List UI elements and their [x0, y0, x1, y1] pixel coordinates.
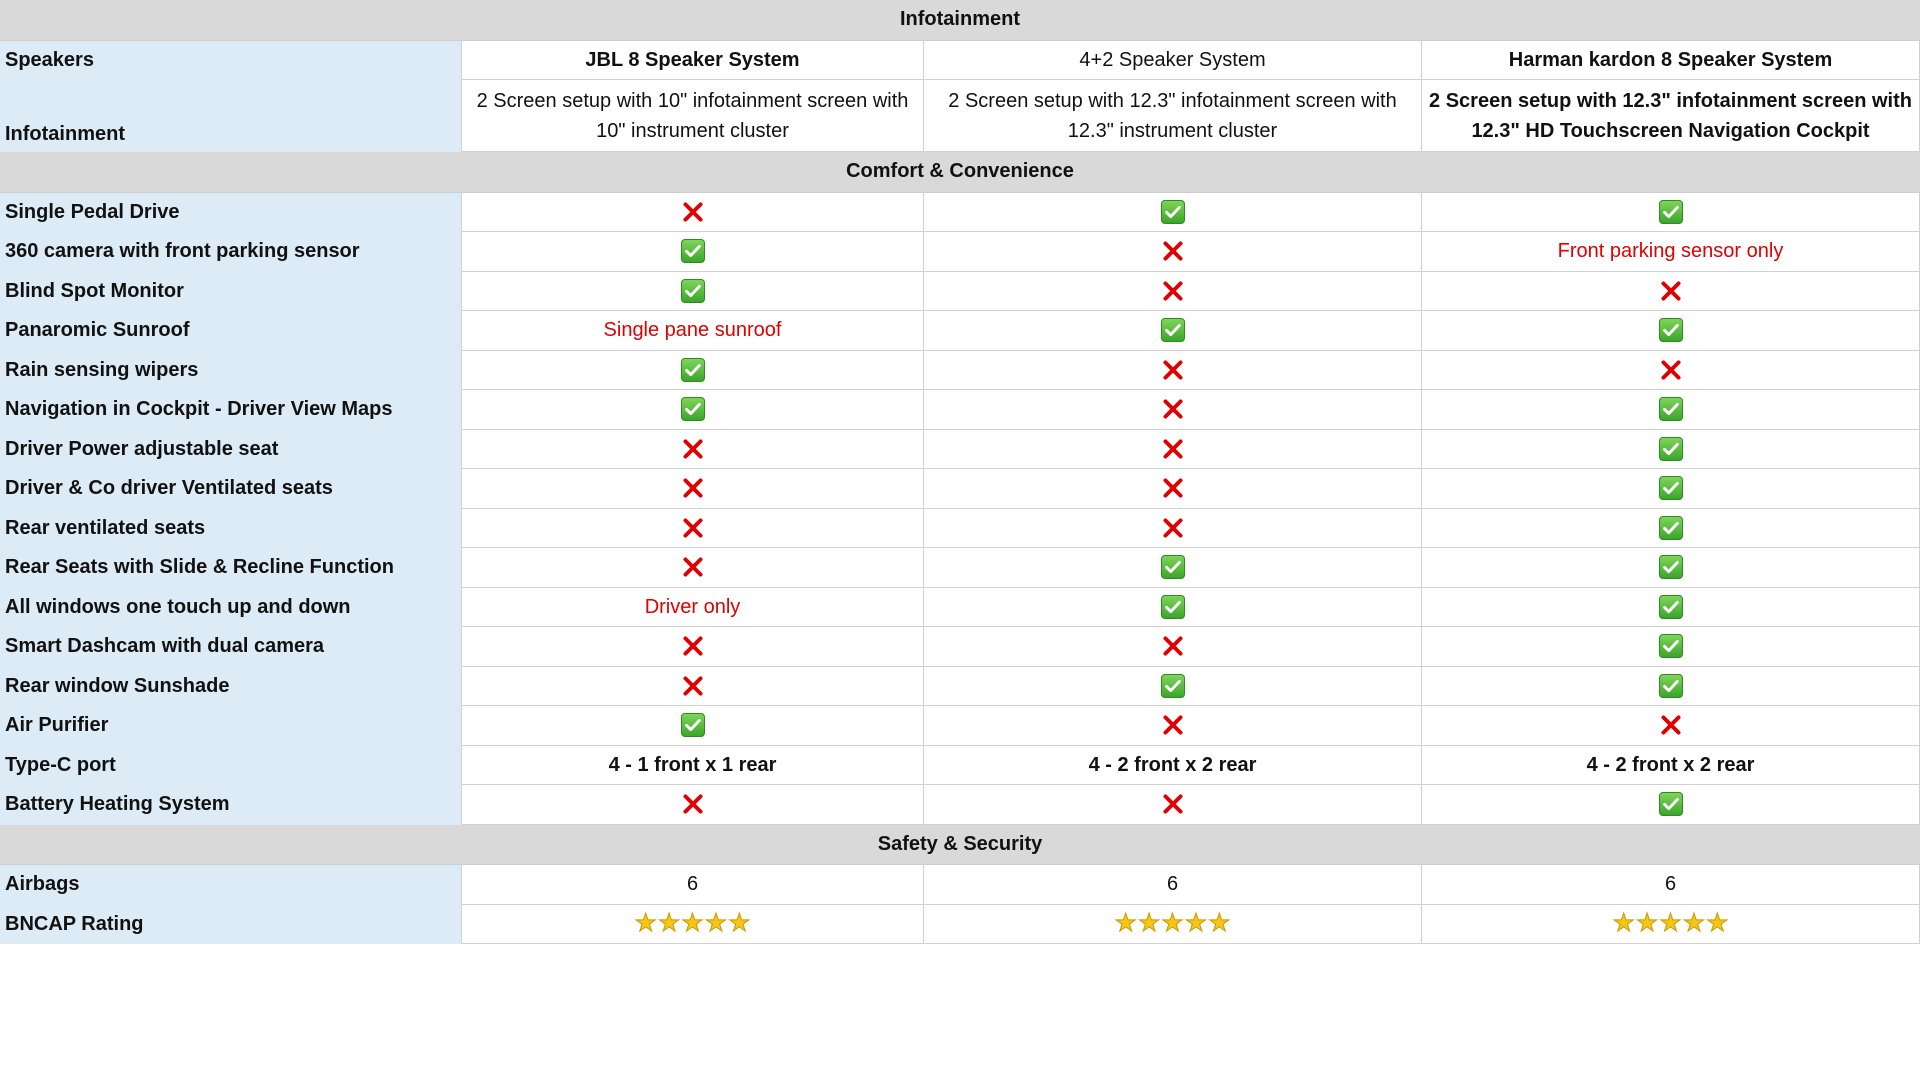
table-row: [0, 193, 1920, 233]
rating-stars: [1612, 911, 1728, 936]
cell-text: 2 Screen setup with 12.3" infotainment screen with 12.3" HD Touchscreen Navigation Cockpit: [1429, 89, 1912, 142]
row-label: Airbags: [0, 865, 462, 905]
check-icon: [1161, 674, 1185, 698]
table-row: [0, 667, 1920, 707]
row-label: Rear Seats with Slide & Recline Function: [0, 548, 462, 588]
cell-text: 6: [1664, 873, 1677, 896]
row-label: Single Pedal Drive: [0, 193, 462, 233]
cross-icon: [680, 673, 706, 699]
row-label: Rear window Sunshade: [0, 667, 462, 707]
table-row: [0, 80, 1920, 152]
star-icon: ★: [1114, 909, 1137, 938]
table-cell: [924, 80, 1422, 152]
table-cell: [1422, 667, 1920, 707]
star-icon: ★: [704, 909, 728, 938]
table-row: [0, 588, 1920, 628]
star-icon: ★: [681, 909, 704, 938]
star-icon: ★: [1682, 909, 1706, 938]
row-label: Speakers: [0, 41, 462, 81]
table-cell: [924, 548, 1422, 588]
table-cell: [462, 390, 924, 430]
star-icon: ★: [1184, 909, 1208, 938]
table-cell: [1422, 272, 1920, 312]
table-cell: [1422, 390, 1920, 430]
table-cell: [462, 232, 924, 272]
table-cell: [924, 509, 1422, 549]
check-icon: [1659, 476, 1683, 500]
table-row: [0, 509, 1920, 549]
table-row: [0, 548, 1920, 588]
cross-icon: [1160, 278, 1186, 304]
table-row: [0, 272, 1920, 312]
table-cell: [924, 706, 1422, 746]
table-row: [0, 311, 1920, 351]
table-cell: [1422, 588, 1920, 628]
check-icon: [1161, 318, 1185, 342]
row-label: 360 camera with front parking sensor: [0, 232, 462, 272]
cell-note: Single pane sunroof: [603, 319, 782, 342]
cell-text: 4 - 1 front x 1 rear: [608, 753, 777, 776]
table-cell: [1422, 627, 1920, 667]
table-cell: [1422, 865, 1920, 905]
table-cell: [924, 232, 1422, 272]
table-cell: [924, 785, 1422, 825]
table-cell: [1422, 469, 1920, 509]
table-cell: [1422, 80, 1920, 152]
cross-icon: [680, 515, 706, 541]
check-icon: [1659, 595, 1683, 619]
cell-text: 4+2 Speaker System: [1079, 48, 1266, 71]
table-row: [0, 905, 1920, 945]
cell-text: 6: [1166, 873, 1179, 896]
cell-text: 2 Screen setup with 12.3" infotainment screen with 12.3" instrument cluster: [948, 89, 1397, 142]
row-label: All windows one touch up and down: [0, 588, 462, 628]
star-icon: ★: [1137, 909, 1161, 938]
row-label: Battery Heating System: [0, 785, 462, 825]
check-icon: [1161, 595, 1185, 619]
check-icon: [681, 358, 705, 382]
table-cell: [1422, 311, 1920, 351]
cross-icon: [1160, 436, 1186, 462]
cross-icon: [680, 475, 706, 501]
star-icon: ★: [1706, 909, 1729, 938]
table-cell: [1422, 746, 1920, 786]
table-cell: [1422, 41, 1920, 81]
star-icon: ★: [634, 909, 657, 938]
row-label: Driver Power adjustable seat: [0, 430, 462, 470]
table-cell: [924, 272, 1422, 312]
check-icon: [1659, 318, 1683, 342]
table-row: [0, 390, 1920, 430]
cell-note: Front parking sensor only: [1557, 240, 1784, 263]
check-icon: [1659, 200, 1683, 224]
table-row: [0, 469, 1920, 509]
table-cell: [1422, 548, 1920, 588]
table-cell: [462, 41, 924, 81]
table-cell: [462, 905, 924, 945]
table-cell: [924, 193, 1422, 233]
cross-icon: [1658, 712, 1684, 738]
check-icon: [1659, 516, 1683, 540]
cell-text: 2 Screen setup with 10" infotainment screen with 10" instrument cluster: [476, 89, 909, 142]
star-icon: ★: [1612, 909, 1635, 938]
cell-text: 4 - 2 front x 2 rear: [1088, 753, 1257, 776]
table-cell: [1422, 785, 1920, 825]
table-cell: [1422, 905, 1920, 945]
table-cell: [1422, 430, 1920, 470]
table-cell: [924, 627, 1422, 667]
check-icon: [681, 713, 705, 737]
cross-icon: [1160, 475, 1186, 501]
row-label: Navigation in Cockpit - Driver View Maps: [0, 390, 462, 430]
cross-icon: [680, 436, 706, 462]
table-cell: [1422, 706, 1920, 746]
check-icon: [1161, 200, 1185, 224]
rating-stars: [1114, 911, 1230, 936]
table-cell: [462, 509, 924, 549]
cross-icon: [1160, 238, 1186, 264]
table-row: [0, 706, 1920, 746]
table-cell: [1422, 193, 1920, 233]
check-icon: [1659, 437, 1683, 461]
star-icon: ★: [657, 909, 681, 938]
cross-icon: [1160, 515, 1186, 541]
table-cell: [924, 41, 1422, 81]
check-icon: [681, 397, 705, 421]
table-cell: [462, 80, 924, 152]
star-icon: ★: [1208, 909, 1231, 938]
star-icon: ★: [728, 909, 751, 938]
table-cell: [1422, 509, 1920, 549]
check-icon: [1659, 674, 1683, 698]
row-label: BNCAP Rating: [0, 905, 462, 945]
table-cell: [924, 311, 1422, 351]
table-cell: [924, 588, 1422, 628]
section-header: Infotainment: [0, 0, 1920, 41]
table-cell: [924, 430, 1422, 470]
table-cell: [462, 430, 924, 470]
table-cell: [924, 390, 1422, 430]
table-cell: [462, 865, 924, 905]
table-row: [0, 430, 1920, 470]
table-cell: [462, 746, 924, 786]
table-row: [0, 627, 1920, 667]
cross-icon: [680, 554, 706, 580]
cross-icon: [1160, 791, 1186, 817]
table-cell: [462, 785, 924, 825]
table-cell: [462, 667, 924, 707]
table-cell: [924, 905, 1422, 945]
table-cell: [462, 311, 924, 351]
table-cell: [462, 351, 924, 391]
table-row: [0, 785, 1920, 825]
cell-text: 6: [686, 873, 699, 896]
table-cell: [1422, 351, 1920, 391]
cross-icon: [680, 791, 706, 817]
table-cell: [462, 548, 924, 588]
cell-text: Harman kardon 8 Speaker System: [1508, 48, 1833, 71]
table-row: [0, 351, 1920, 391]
row-label: Blind Spot Monitor: [0, 272, 462, 312]
table-cell: [462, 588, 924, 628]
cross-icon: [1658, 278, 1684, 304]
star-icon: ★: [1659, 909, 1682, 938]
star-icon: ★: [1161, 909, 1184, 938]
check-icon: [1659, 555, 1683, 579]
cross-icon: [680, 633, 706, 659]
table-cell: [462, 272, 924, 312]
check-icon: [681, 279, 705, 303]
cell-text: JBL 8 Speaker System: [585, 48, 800, 71]
table-row: [0, 232, 1920, 272]
row-label: Type-C port: [0, 746, 462, 786]
table-cell: [462, 627, 924, 667]
section-header: Safety & Security: [0, 825, 1920, 866]
row-label: Panaromic Sunroof: [0, 311, 462, 351]
cross-icon: [680, 199, 706, 225]
table-cell: [462, 193, 924, 233]
check-icon: [1659, 397, 1683, 421]
table-cell: [462, 706, 924, 746]
table-cell: [924, 746, 1422, 786]
table-cell: [924, 351, 1422, 391]
table-cell: [924, 865, 1422, 905]
star-icon: ★: [1635, 909, 1659, 938]
cross-icon: [1160, 712, 1186, 738]
cell-note: Driver only: [644, 595, 741, 618]
cross-icon: [1658, 357, 1684, 383]
check-icon: [1659, 634, 1683, 658]
table-cell: [1422, 232, 1920, 272]
row-label: Rain sensing wipers: [0, 351, 462, 391]
table-row: [0, 746, 1920, 786]
section-header: Comfort & Convenience: [0, 152, 1920, 193]
row-label: Infotainment: [0, 80, 462, 152]
check-icon: [1161, 555, 1185, 579]
row-label: Smart Dashcam with dual camera: [0, 627, 462, 667]
cross-icon: [1160, 396, 1186, 422]
cross-icon: [1160, 633, 1186, 659]
table-cell: [924, 469, 1422, 509]
check-icon: [1659, 792, 1683, 816]
check-icon: [681, 239, 705, 263]
row-label: Air Purifier: [0, 706, 462, 746]
table-cell: [924, 667, 1422, 707]
rating-stars: [634, 911, 750, 936]
table-cell: [462, 469, 924, 509]
cell-text: 4 - 2 front x 2 rear: [1586, 753, 1755, 776]
table-row: [0, 865, 1920, 905]
row-label: Rear ventilated seats: [0, 509, 462, 549]
row-label: Driver & Co driver Ventilated seats: [0, 469, 462, 509]
table-row: [0, 41, 1920, 81]
cross-icon: [1160, 357, 1186, 383]
